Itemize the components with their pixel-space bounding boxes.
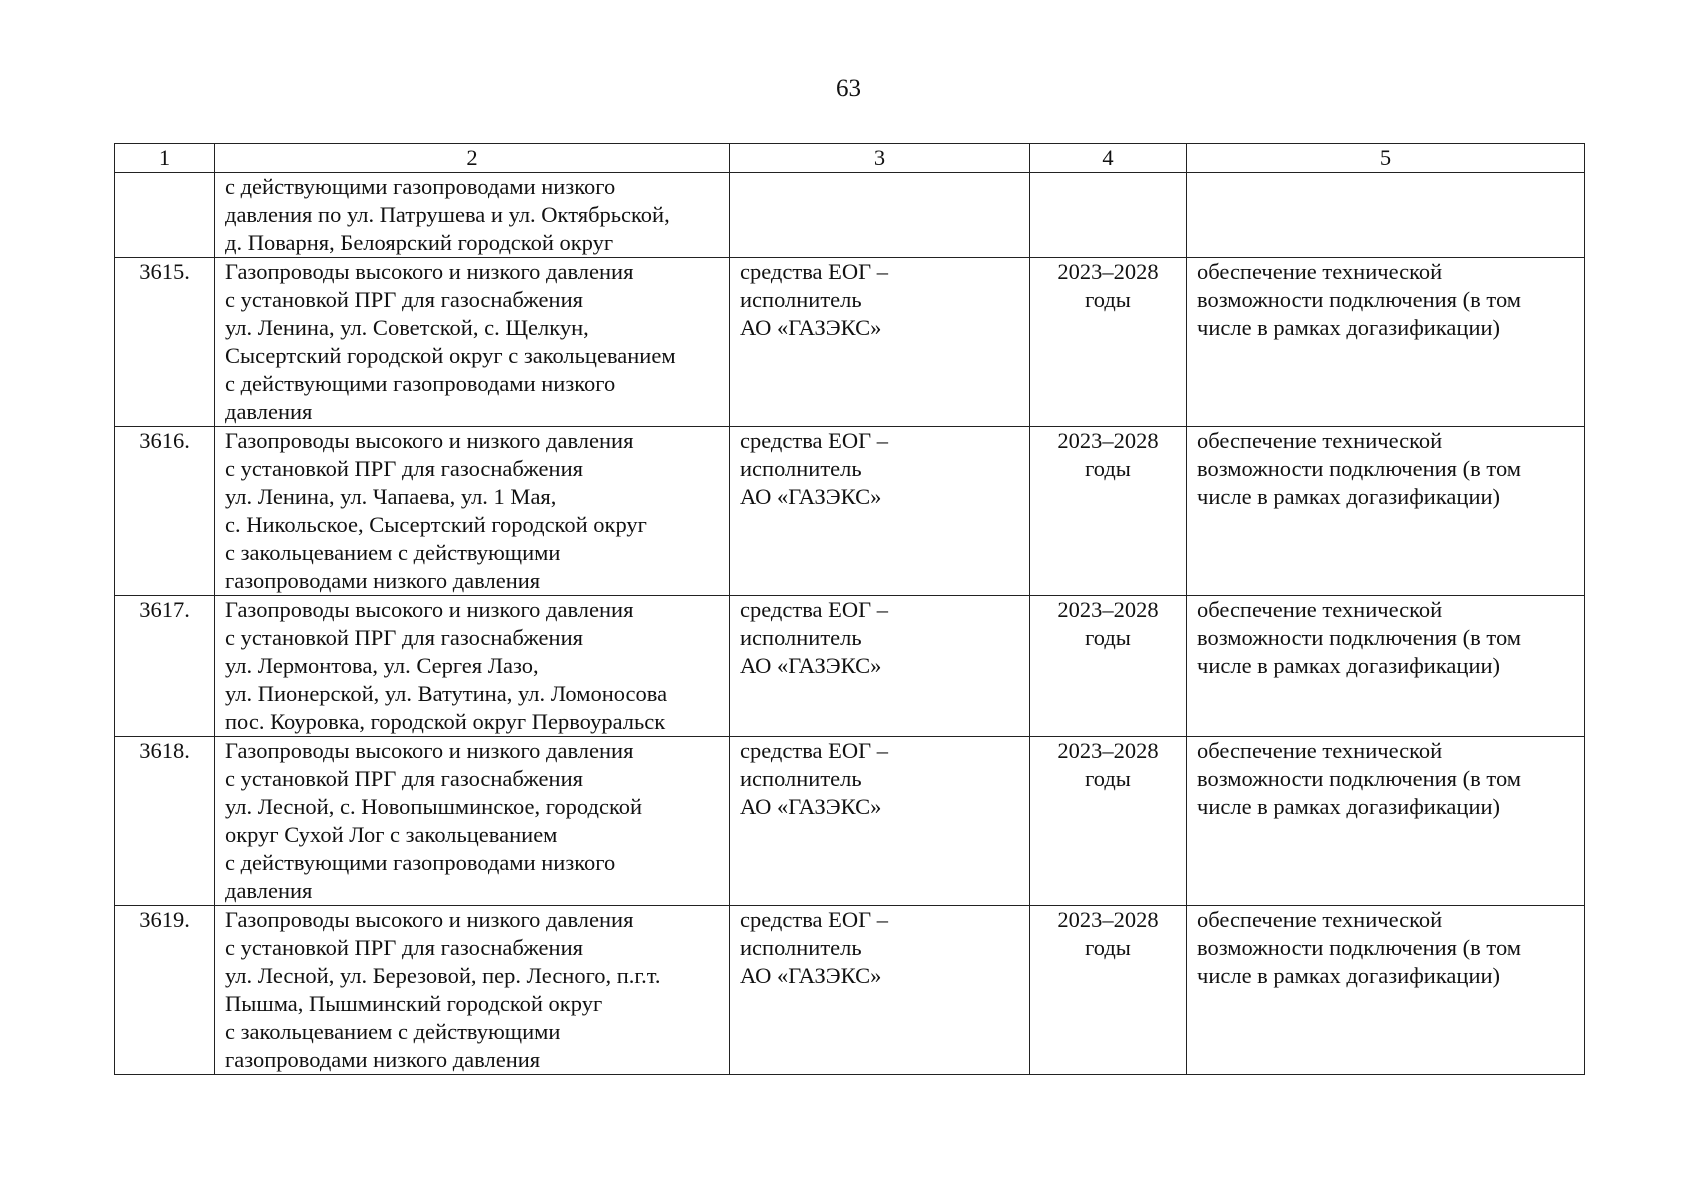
row-number — [115, 173, 215, 258]
table-row — [115, 906, 1585, 1075]
table-row — [115, 258, 1585, 427]
row-number: 3617. — [115, 596, 215, 737]
row-funding-source — [730, 173, 1030, 258]
column-header-4: 4 — [1030, 144, 1187, 173]
row-description: Газопроводы высокого и низкого давления с установкой ПРГ для газоснабжения ул. Ленина, ул. Чапаева, ул. 1 Мая, с. Никольское, Сысертский городской округ с закольцеванием с действующими газопроводами низкого давления — [215, 427, 730, 596]
row-period: 2023–2028 годы — [1030, 427, 1187, 596]
column-header-2: 2 — [215, 144, 730, 173]
table-row — [115, 596, 1585, 737]
row-number: 3615. — [115, 258, 215, 427]
row-period — [1030, 173, 1187, 258]
row-number: 3616. — [115, 427, 215, 596]
row-purpose — [1187, 173, 1585, 258]
table-row-continuation — [115, 173, 1585, 258]
row-description: с действующими газопроводами низкого давления по ул. Патрушева и ул. Октябрьской, д. Поварня, Белоярский городской округ — [215, 173, 730, 258]
row-period: 2023–2028 годы — [1030, 258, 1187, 427]
projects-table — [114, 143, 1585, 1075]
row-period: 2023–2028 годы — [1030, 906, 1187, 1075]
column-header-1: 1 — [115, 144, 215, 173]
column-header-5: 5 — [1187, 144, 1585, 173]
row-funding-source: средства ЕОГ – исполнитель АО «ГАЗЭКС» — [730, 596, 1030, 737]
row-description: Газопроводы высокого и низкого давления с установкой ПРГ для газоснабжения ул. Лесной, с. Новопышминское, городской округ Сухой Лог с закольцеванием с действующими газопроводами низкого давления — [215, 737, 730, 906]
page-number: 63 — [836, 75, 861, 102]
table-row — [115, 427, 1585, 596]
row-period: 2023–2028 годы — [1030, 596, 1187, 737]
row-purpose: обеспечение технической возможности подключения (в том числе в рамках догазификации) — [1187, 596, 1585, 737]
row-funding-source: средства ЕОГ – исполнитель АО «ГАЗЭКС» — [730, 258, 1030, 427]
row-description: Газопроводы высокого и низкого давления с установкой ПРГ для газоснабжения ул. Лермонтова, ул. Сергея Лазо, ул. Пионерской, ул. Ватутина, ул. Ломоносова пос. Коуровка, городской округ Первоуральск — [215, 596, 730, 737]
row-funding-source: средства ЕОГ – исполнитель АО «ГАЗЭКС» — [730, 906, 1030, 1075]
row-description: Газопроводы высокого и низкого давления с установкой ПРГ для газоснабжения ул. Ленина, ул. Советской, с. Щелкун, Сысертский городской округ с закольцеванием с действующими газопроводами низкого давления — [215, 258, 730, 427]
row-funding-source: средства ЕОГ – исполнитель АО «ГАЗЭКС» — [730, 737, 1030, 906]
table-row — [115, 737, 1585, 906]
row-number: 3618. — [115, 737, 215, 906]
row-purpose: обеспечение технической возможности подключения (в том числе в рамках догазификации) — [1187, 258, 1585, 427]
table-header-row — [115, 144, 1585, 173]
row-period: 2023–2028 годы — [1030, 737, 1187, 906]
column-header-3: 3 — [730, 144, 1030, 173]
row-purpose: обеспечение технической возможности подключения (в том числе в рамках догазификации) — [1187, 906, 1585, 1075]
row-number: 3619. — [115, 906, 215, 1075]
row-purpose: обеспечение технической возможности подключения (в том числе в рамках догазификации) — [1187, 737, 1585, 906]
row-description: Газопроводы высокого и низкого давления с установкой ПРГ для газоснабжения ул. Лесной, ул. Березовой, пер. Лесного, п.г.т. Пышма, Пышминский городской округ с закольцеванием с действующими газопроводами низкого давления — [215, 906, 730, 1075]
row-funding-source: средства ЕОГ – исполнитель АО «ГАЗЭКС» — [730, 427, 1030, 596]
row-purpose: обеспечение технической возможности подключения (в том числе в рамках догазификации) — [1187, 427, 1585, 596]
